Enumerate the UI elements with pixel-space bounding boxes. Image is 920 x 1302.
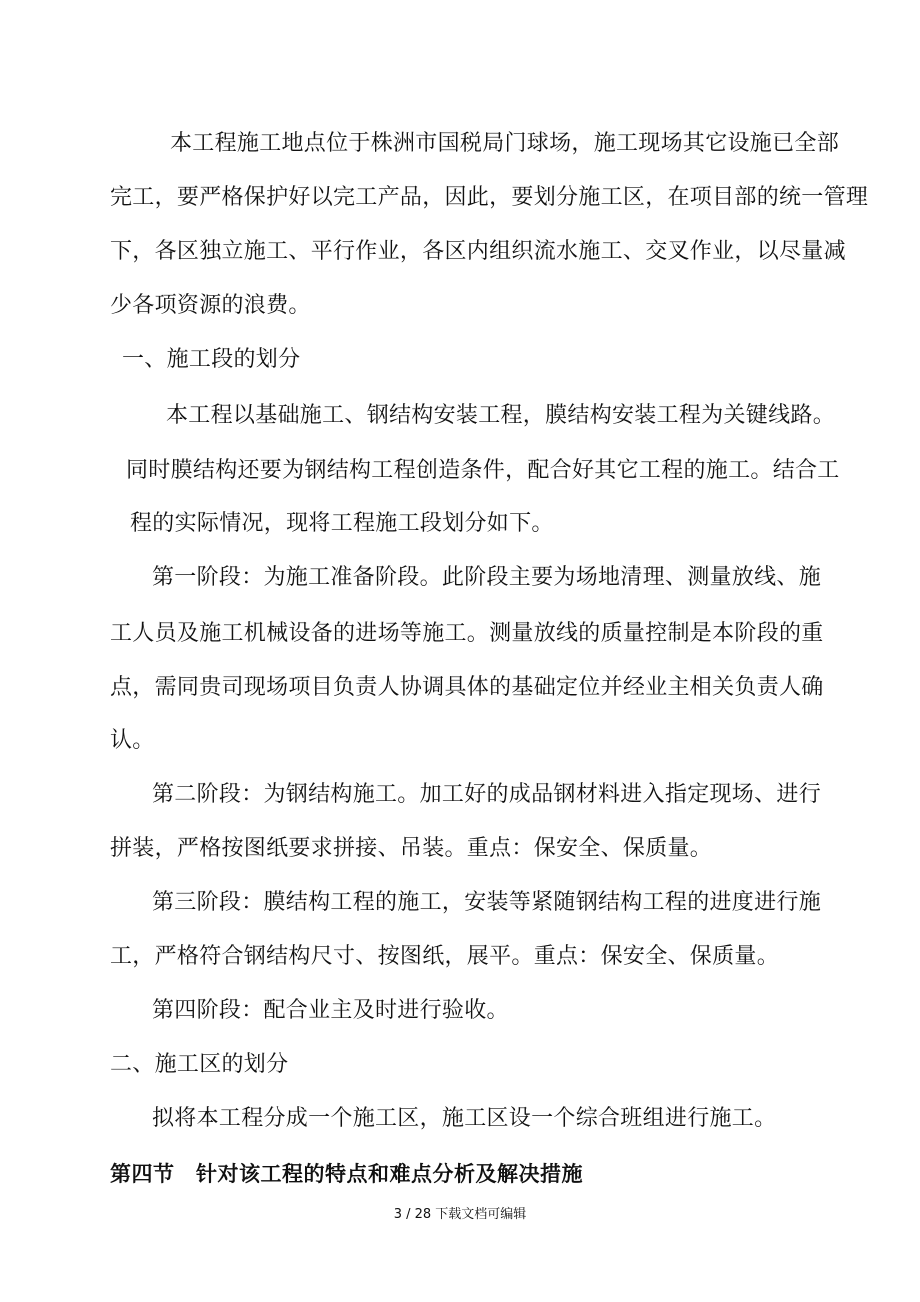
intro-line: 少各项资源的浪费。	[110, 293, 311, 318]
section-heading: 二、施工区的划分	[110, 1052, 289, 1077]
paragraph-line: 工人员及施工机械设备的进场等施工。测量放线的质量控制是本阶段的重	[110, 621, 824, 646]
page-footer: 3 / 28 下载文档可编辑	[393, 1207, 527, 1222]
paragraph-line: 程的实际情况，现将工程施工段划分如下。	[130, 511, 554, 536]
section2-paragraph: 拟将本工程分成一个施工区，施工区设一个综合班组进行施工。	[152, 1106, 777, 1131]
intro-line: 下，各区独立施工、平行作业，各区内组织流水施工、交叉作业，以尽量减	[110, 239, 846, 264]
paragraph-line: 本工程以基础施工、钢结构安装工程，膜结构安装工程为关键线路。	[166, 403, 836, 428]
paragraph-line: 第二阶段：为钢结构施工。加工好的成品钢材料进入指定现场、进行	[152, 782, 822, 807]
paragraph-line: 认。	[110, 728, 155, 753]
paragraph-line: 工，严格符合钢结构尺寸、按图纸，展平。重点：保安全、保质量。	[110, 944, 780, 969]
section-heading: 一、施工段的划分	[122, 347, 301, 372]
stage4-paragraph: 第四阶段：配合业主及时进行验收。	[152, 998, 509, 1023]
paragraph-line: 拼装，严格按图纸要求拼接、吊装。重点：保安全、保质量。	[110, 836, 713, 861]
paragraph-line: 同时膜结构还要为钢结构工程创造条件，配合好其它工程的施工。结合工	[126, 458, 840, 483]
intro-line: 本工程施工地点位于株洲市国税局门球场，施工现场其它设施已全部	[170, 131, 840, 156]
paragraph-line: 第三阶段：膜结构工程的施工，安装等紧随钢结构工程的进度进行施	[152, 890, 822, 915]
intro-line: 完工，要严格保护好以完工产品，因此，要划分施工区，在项目部的统一管理	[110, 185, 869, 210]
paragraph-line: 第一阶段：为施工准备阶段。此阶段主要为场地清理、测量放线、施	[152, 565, 822, 590]
paragraph-line: 点，需同贵司现场项目负责人协调具体的基础定位并经业主相关负责人确	[110, 675, 824, 700]
chapter-heading: 第四节 针对该工程的特点和难点分析及解决措施	[110, 1162, 583, 1186]
